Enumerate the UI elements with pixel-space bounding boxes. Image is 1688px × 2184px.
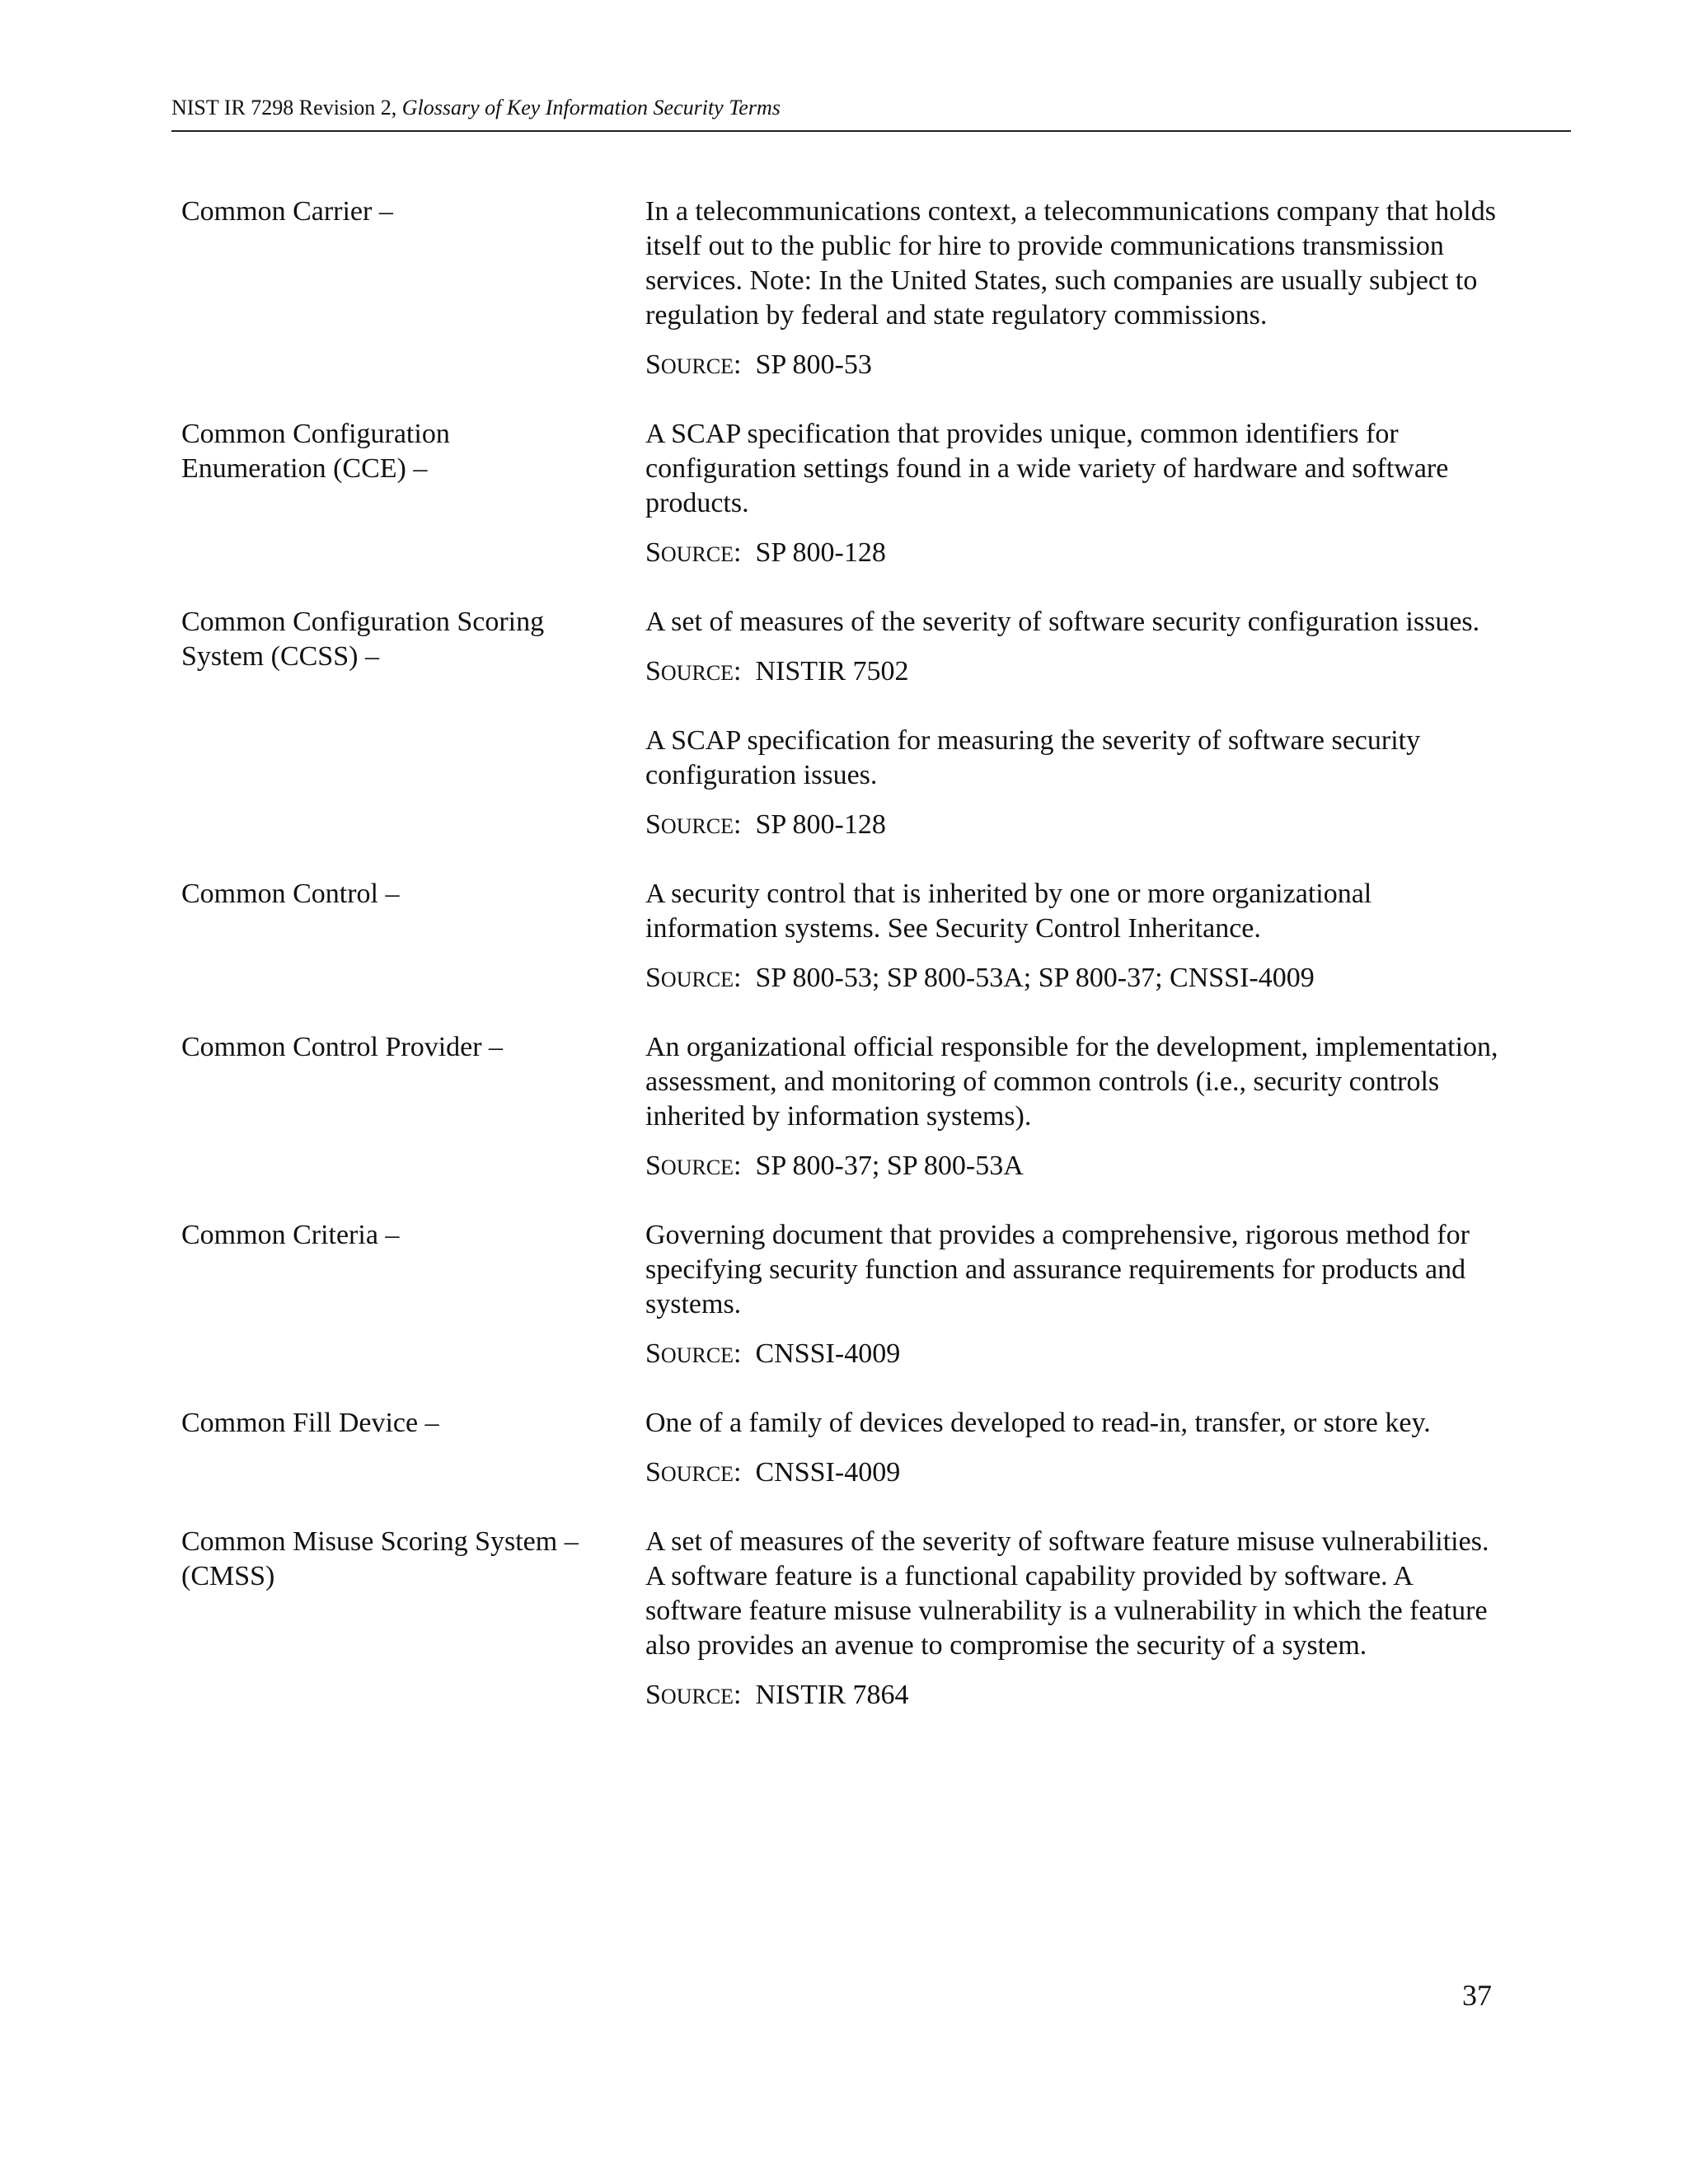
header-document-id: NIST IR 7298 Revision 2, — [171, 96, 402, 120]
source-reference: CNSSI-4009 — [755, 1457, 901, 1488]
source-reference: NISTIR 7864 — [755, 1680, 909, 1710]
source-reference: SP 800-53 — [755, 349, 872, 380]
definition-block — [645, 417, 1503, 572]
source-label-rest: OURCE — [660, 1685, 734, 1708]
source-label — [645, 963, 742, 993]
source-citation — [645, 808, 1503, 844]
glossary-entry — [181, 1406, 1500, 1492]
source-label-initial: S — [645, 656, 661, 687]
definition-list — [645, 1030, 1503, 1185]
source-citation — [645, 536, 1503, 572]
definition-list — [645, 417, 1503, 572]
glossary-term: Common Configuration Enumeration (CCE) – — [181, 419, 450, 484]
source-label-initial: S — [645, 349, 661, 380]
definition-text: An organizational official responsible for the development, implementation, assessment, and monitoring of common controls (i.e., security controls inherited by information systems). — [645, 1032, 1498, 1132]
definition-text: A set of measures of the severity of software feature misuse vulnerabilities. A software feature is a functional capability provided by software. A software feature misuse vulnerability is a vulnerability in which the feature also provides an avenue to compromise the security of a system. — [645, 1526, 1489, 1661]
source-label-colon: : — [734, 1338, 742, 1369]
source-citation — [645, 654, 1503, 691]
glossary-term: Common Criteria – — [181, 1220, 400, 1250]
source-label-colon: : — [734, 963, 742, 993]
source-label — [645, 349, 742, 380]
glossary-term: Common Carrier – — [181, 196, 393, 227]
definition-list — [645, 1218, 1503, 1373]
glossary-entry — [181, 1218, 1500, 1373]
glossary-term: Common Control Provider – — [181, 1032, 504, 1062]
definition-block — [645, 194, 1503, 384]
source-reference: SP 800-128 — [755, 809, 886, 840]
definition-list — [645, 877, 1503, 997]
source-reference: SP 800-128 — [755, 537, 886, 568]
glossary-term: Common Control – — [181, 879, 400, 909]
definition-block — [645, 1406, 1503, 1492]
source-label — [645, 656, 742, 687]
definition-block — [645, 724, 1503, 844]
header-document-title: Glossary of Key Information Security Terms — [401, 96, 781, 120]
source-reference: SP 800-37; SP 800-53A — [755, 1151, 1024, 1181]
source-label — [645, 1457, 742, 1488]
glossary-entry — [181, 194, 1500, 384]
definition-block — [645, 1030, 1503, 1185]
source-label-initial: S — [645, 1680, 661, 1710]
page-number: 37 — [1462, 1979, 1492, 2012]
glossary-entry — [181, 877, 1500, 997]
source-citation — [645, 961, 1503, 997]
source-label-colon: : — [734, 1680, 742, 1710]
definition-block — [645, 1525, 1503, 1714]
source-label-colon: : — [734, 656, 742, 687]
definition-list — [645, 194, 1503, 384]
definition-text: Governing document that provides a comprehensive, rigorous method for specifying security function and assurance requirements for products and systems. — [645, 1220, 1470, 1319]
source-label-rest: OURCE — [660, 814, 734, 838]
source-label — [645, 537, 742, 568]
source-label-colon: : — [734, 809, 742, 840]
glossary-term: Common Configuration Scoring System (CCSS) – — [181, 607, 545, 672]
source-label-colon: : — [734, 1457, 742, 1488]
glossary-entry — [181, 417, 1500, 572]
source-label-colon: : — [734, 1151, 742, 1181]
definition-block — [645, 1218, 1503, 1373]
definition-list — [645, 1525, 1503, 1714]
source-label-initial: S — [645, 537, 661, 568]
glossary-entry — [181, 1030, 1500, 1185]
source-label-rest: OURCE — [660, 354, 734, 378]
source-reference: NISTIR 7502 — [755, 656, 909, 687]
source-label — [645, 809, 742, 840]
page-header — [171, 96, 1571, 132]
source-citation — [645, 348, 1503, 384]
source-label-initial: S — [645, 1151, 661, 1181]
definition-text: A SCAP specification for measuring the severity of software security configuration issues. — [645, 725, 1421, 790]
source-label-rest: OURCE — [660, 542, 734, 566]
source-label-colon: : — [734, 349, 742, 380]
source-label-initial: S — [645, 809, 661, 840]
source-reference: CNSSI-4009 — [755, 1338, 901, 1369]
definition-list — [645, 605, 1503, 844]
source-label-rest: OURCE — [660, 1343, 734, 1367]
glossary-entry — [181, 605, 1500, 844]
source-citation — [645, 1678, 1503, 1714]
definition-text: In a telecommunications context, a telecommunications company that holds itself out to the public for hire to provide communications transmission services. Note: In the United States, such companies are usually subject to regulation by federal and state regulatory commissions. — [645, 196, 1496, 330]
source-label-rest: OURCE — [660, 1462, 734, 1486]
source-reference: SP 800-53; SP 800-53A; SP 800-37; CNSSI-4009 — [755, 963, 1315, 993]
source-label-rest: OURCE — [660, 1155, 734, 1179]
source-label-initial: S — [645, 963, 661, 993]
definition-text: A security control that is inherited by one or more organizational information systems. See Security Control Inheritance. — [645, 879, 1372, 944]
source-citation — [645, 1337, 1503, 1373]
source-label-initial: S — [645, 1338, 661, 1369]
source-label — [645, 1151, 742, 1181]
definition-block — [645, 605, 1503, 691]
source-citation — [645, 1149, 1503, 1185]
glossary-term: Common Fill Device – — [181, 1408, 439, 1438]
source-citation — [645, 1455, 1503, 1492]
source-label — [645, 1338, 742, 1369]
definition-text: A set of measures of the severity of software security configuration issues. — [645, 607, 1480, 637]
definition-block — [645, 877, 1503, 997]
source-label-initial: S — [645, 1457, 661, 1488]
definition-text: A SCAP specification that provides unique, common identifiers for configuration settings found in a wide variety of hardware and software products. — [645, 419, 1449, 518]
source-label — [645, 1680, 742, 1710]
source-label-rest: OURCE — [660, 661, 734, 685]
source-label-rest: OURCE — [660, 968, 734, 991]
definition-list — [645, 1406, 1503, 1492]
definition-text: One of a family of devices developed to read-in, transfer, or store key. — [645, 1408, 1431, 1438]
glossary-entry — [181, 1525, 1500, 1714]
glossary-term: Common Misuse Scoring System – (CMSS) — [181, 1526, 579, 1591]
glossary-entries — [181, 194, 1500, 1747]
source-label-colon: : — [734, 537, 742, 568]
